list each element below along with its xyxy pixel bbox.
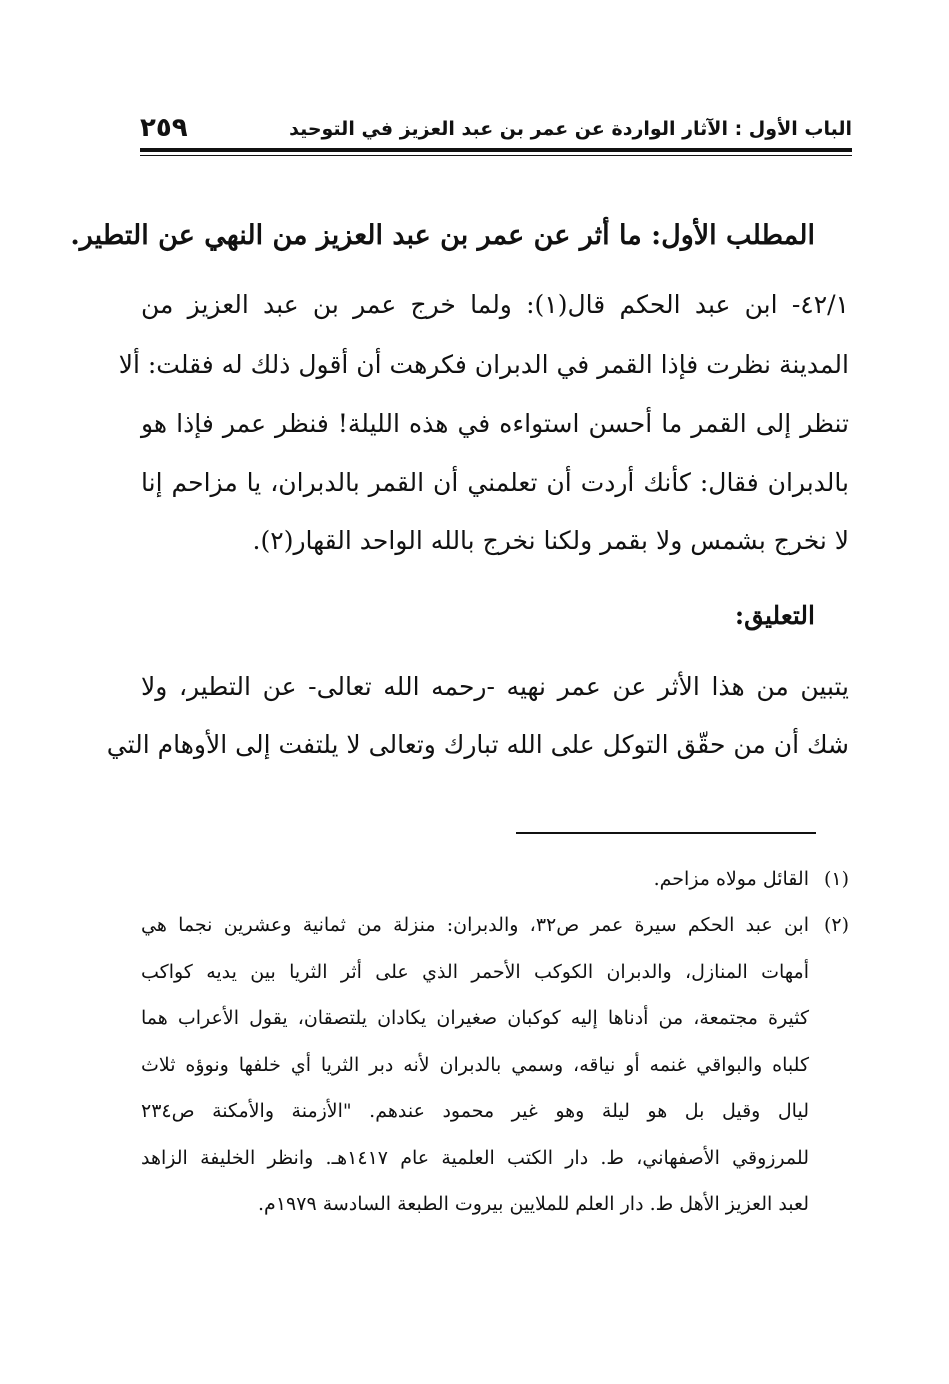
header-rule-thick: [140, 148, 852, 152]
body-line: بالدبران فقال: كأنك أردت أن تعلمني أن القمر بالدبران، يا مزاحم إنا: [141, 468, 849, 497]
body-line: المدينة نظرت فإذا القمر في الدبران فكرهت أن أقول ذلك له فقلت: ألا: [118, 350, 849, 379]
body-line: لا نخرج بشمس ولا بقمر ولكنا نخرج بالله الواحد القهار(٢).: [252, 526, 849, 555]
running-header: [140, 114, 852, 148]
page-number: ٢٥٩: [140, 113, 188, 143]
footnote-line: القائل مولاه مزاحم.: [653, 868, 809, 890]
footnote-line: أمهات المنازل، والدبران الكوكب الأحمر الذي على أثر الثريا بين يديه كواكب: [141, 961, 809, 983]
body-line: تنظر إلى القمر ما أحسن استواءه في هذه الليلة! فنظر عمر فإذا هو: [141, 409, 849, 438]
running-title: الباب الأول : الآثار الواردة عن عمر بن عبد العزيز في التوحيد: [289, 118, 852, 140]
commentary-line: شك أن من حقّق التوكل على الله تبارك وتعالى لا يلتفت إلى الأوهام التي: [106, 730, 849, 759]
commentary-line: يتبين من هذا الأثر عن عمر نهيه -رحمه الله تعالى- عن التطير، ولا: [141, 672, 849, 701]
header-rule-thin: [140, 155, 852, 156]
footnote-separator: [516, 832, 816, 834]
footnote-line: ليال وقيل بل هو ليلة وهو غير محمود عندهم. "الأزمنة والأمكنة ص٢٣٤: [141, 1100, 809, 1122]
footnote-line: للمرزوقي الأصفهاني، ط. دار الكتب العلمية عام ١٤١٧هـ. وانظر الخليفة الزاهد: [141, 1147, 809, 1169]
footnote-marker: (٢): [823, 914, 849, 936]
section-title: المطلب الأول: ما أثر عن عمر بن عبد العزيز من النهي عن التطير.: [70, 220, 815, 251]
commentary-heading: التعليق:: [734, 601, 815, 630]
footnote-line: كلباه والبواقي غنمه أو نياقه، وسمي بالدبران لأنه دبر الثريا أي خلفها ونوؤه ثلاث: [141, 1054, 809, 1076]
footnote-line: كثيرة مجتمعة، من أدناها إليه كوكبان صغيران يكادان يلتصقان، يقول الأعراب هما: [141, 1007, 809, 1029]
footnote-marker: (١): [823, 868, 849, 890]
footnote-line: لعبد العزيز الأهل ط. دار العلم للملايين بيروت الطبعة السادسة ١٩٧٩م.: [258, 1193, 809, 1215]
footnote-line: ابن عبد الحكم سيرة عمر ص٣٢، والدبران: منزلة من ثمانية وعشرين نجما هي: [141, 914, 809, 936]
body-line: ٤٢/١- ابن عبد الحكم قال(١): ولما خرج عمر بن عبد العزيز من: [141, 290, 849, 319]
